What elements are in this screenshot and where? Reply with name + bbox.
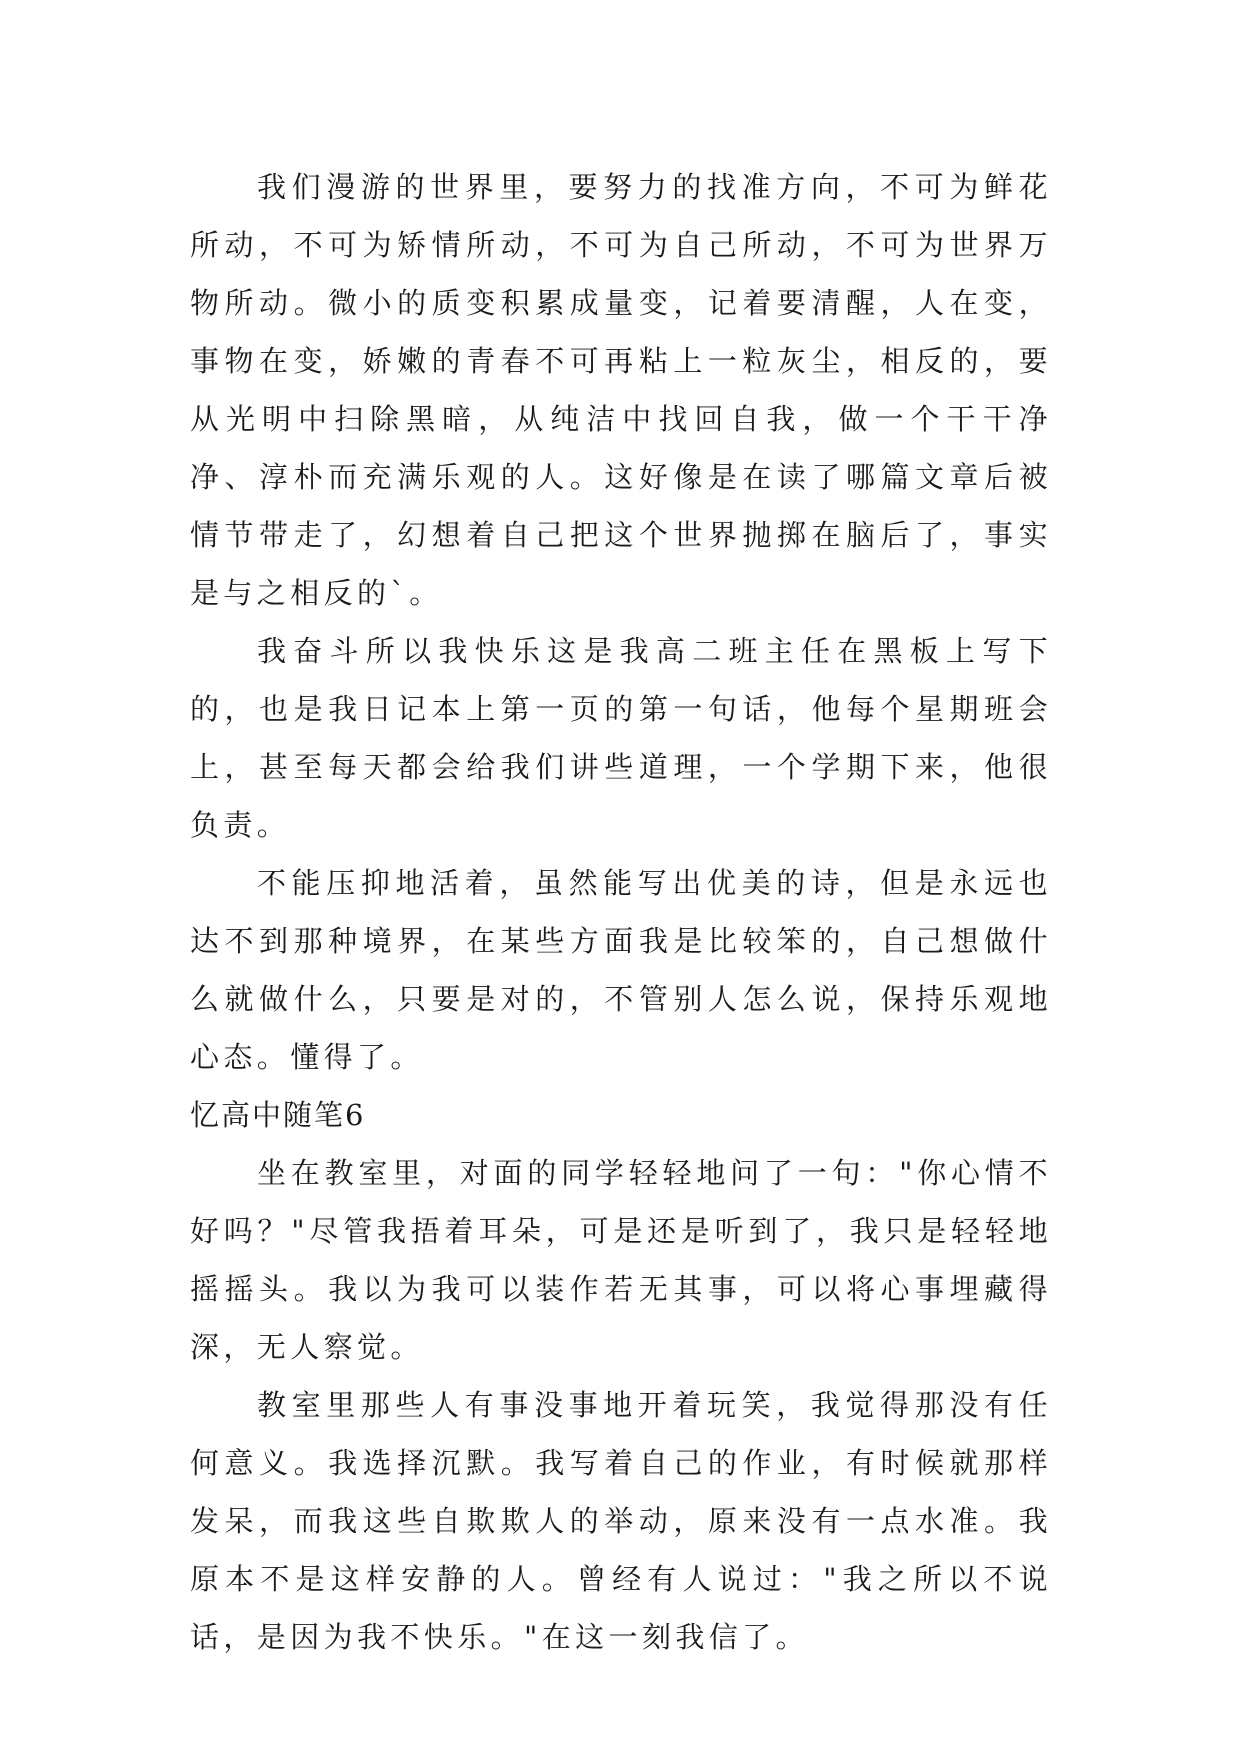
section-heading: 忆高中随笔6 (190, 1098, 366, 1132)
paragraph: 我奋斗所以我快乐这是我高二班主任在黑板上写下的，也是我日记本上第一页的第一句话，他每个星期班会上，甚至每天都会给我们讲些道理，一个学期下来，他很负责。 (190, 634, 1052, 842)
paragraph: 我们漫游的世界里，要努力的找准方向，不可为鲜花所动，不可为矫情所动，不可为自己所动，不可为世界万物所动。微小的质变积累成量变，记着要清醒，人在变，事物在变，娇嫩的青春不可再粘上一粒灰尘，相反的，要从光明中扫除黑暗，从纯洁中找回自我，做一个干干净净、淳朴而充满乐观的人。这好像是在读了哪篇文章后被情节带走了，幻想着自己把这个世界抛掷在脑后了，事实是与之相反的`。 (190, 170, 1052, 610)
paragraph: 教室里那些人有事没事地开着玩笑，我觉得那没有任何意义。我选择沉默。我写着自己的作业，有时候就那样发呆，而我这些自欺欺人的举动，原来没有一点水准。我原本不是这样安静的人。曾经有人说过："我之所以不说话，是因为我不快乐。"在这一刻我信了。 (190, 1388, 1052, 1654)
paragraph: 坐在教室里，对面的同学轻轻地问了一句："你心情不好吗？"尽管我捂着耳朵，可是还是听到了，我只是轻轻地摇摇头。我以为我可以装作若无其事，可以将心事埋藏得深，无人察觉。 (190, 1156, 1052, 1364)
document-page (190, 158, 1052, 1666)
paragraph: 不能压抑地活着，虽然能写出优美的诗，但是永远也达不到那种境界，在某些方面我是比较笨的，自己想做什么就做什么，只要是对的，不管别人怎么说，保持乐观地心态。懂得了。 (190, 866, 1052, 1074)
